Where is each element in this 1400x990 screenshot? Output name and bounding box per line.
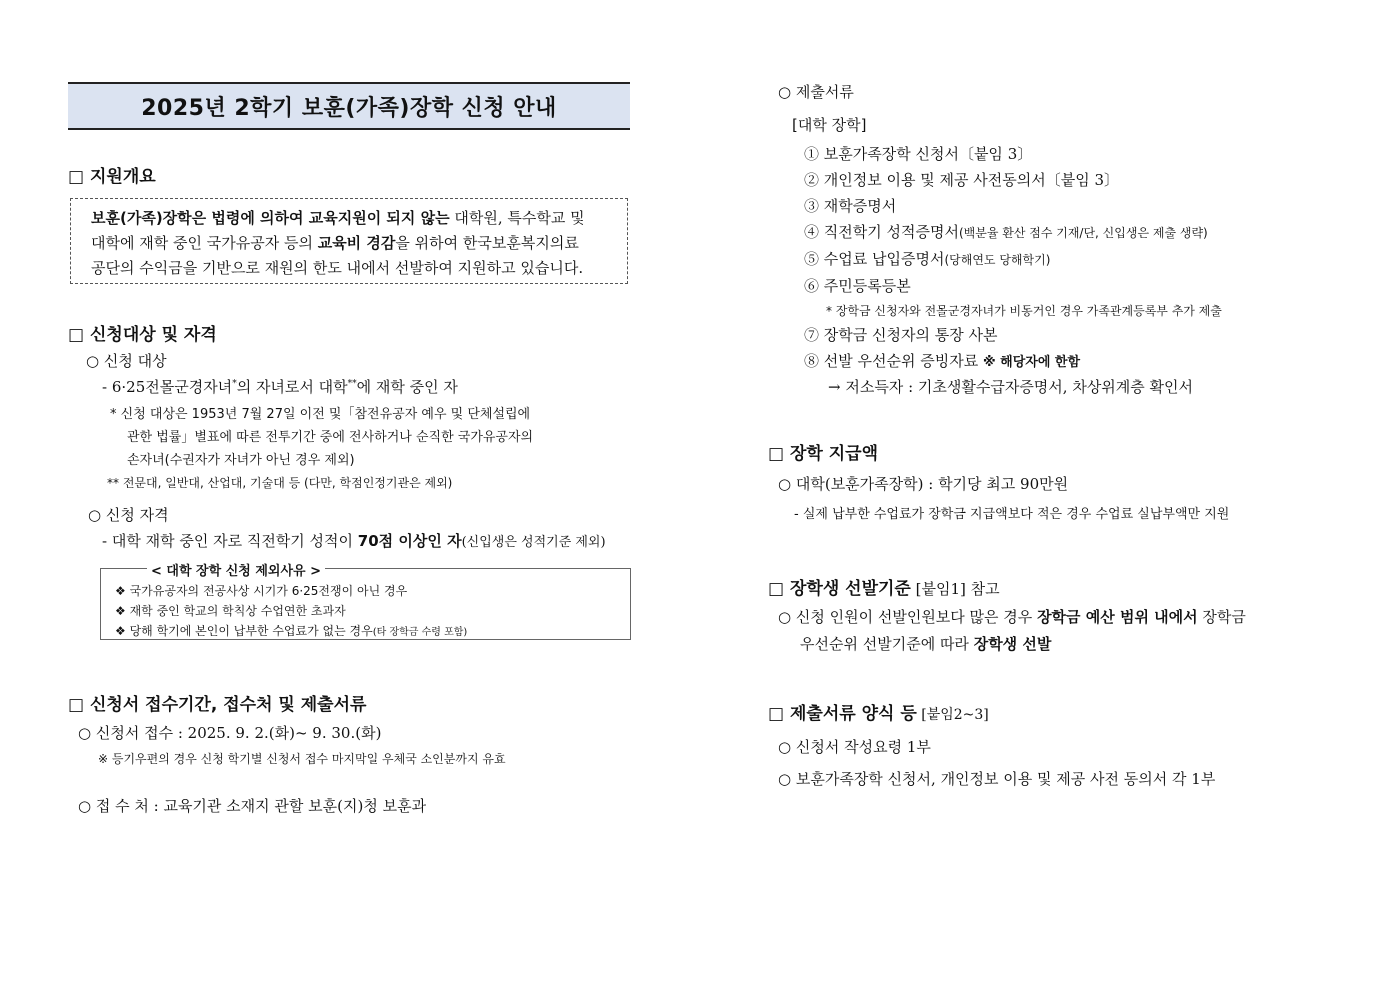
period-heading: □ 신청서 접수기간, 접수처 및 제출서류 [68,695,367,715]
note-1-line-1: * 신청 대상은 1953년 7월 27일 이전 및「참전유공자 예우 및 단체설립에 [110,407,531,422]
target-label: ○ 신청 대상 [86,352,167,370]
overview-line-1-bold: 보훈(가족)장학은 법령에 의하여 교육지원이 되지 않는 [91,209,450,227]
overview-line-2-b: 을 위하여 한국보훈복지의료 [395,234,579,252]
note-1-line-2: 관한 법률」별표에 따른 전투기간 중에 전사하거나 순직한 국가유공자의 [127,430,534,445]
target-item-a: - 6·25전몰군경자녀 [102,378,233,396]
qualification-item-b: (신입생은 성적기준 제외) [461,535,606,550]
low-income-docs: → 저소득자 : 기초생활수급자증명서, 차상위계층 확인서 [828,378,1194,396]
document-item-6: ⑥ 주민등록등본 [804,277,911,295]
page-title: 2025년 2학기 보훈(가족)장학 신청 안내 [141,95,557,121]
amount-note: - 실제 납부한 수업료가 장학금 지급액보다 적은 경우 수업료 실납부액만 지원 [794,507,1230,522]
criteria-line-1 [778,606,1246,627]
note-2: ** 전문대, 일반대, 산업대, 기술대 등 (다만, 학점인정기관은 제외) [107,476,453,490]
target-item-b: 의 자녀로서 대학 [236,378,348,396]
qualification-item-bold: 70점 이상인 자 [357,532,462,550]
exclusion-item-3-small: (타 장학금 수령 포함) [372,627,468,638]
exclusion-box [100,564,631,640]
overview-line-2-bold: 교육비 경감 [317,234,396,252]
criteria-line-1-b: 장학금 [1197,608,1246,626]
qualification-label: ○ 신청 자격 [88,506,169,524]
note-1-line-3: 손자녀(수권자가 자녀가 아닌 경우 제외) [127,453,355,468]
target-sup-1: * [232,379,237,389]
criteria-heading-ref: [붙임1] 참고 [910,580,1000,598]
document-item-2: ② 개인정보 이용 및 제공 사전동의서〔붙임 3〕 [804,171,1119,189]
target-item [102,376,458,397]
criteria-line-1-a: ○ 신청 인원이 선발인원보다 많은 경우 [778,608,1038,626]
document-item-4-text: ④ 직전학기 성적증명서 [804,223,959,241]
page-title-box [68,82,630,130]
overview-line-1 [91,207,585,228]
document-item-8-bold: ※ 해당자에 한함 [982,355,1081,370]
amount-heading: □ 장학 지급액 [768,444,879,464]
exclusion-item-3 [115,622,467,639]
document-item-1: ① 보훈가족장학 신청서〔붙임 3〕 [804,145,1033,163]
amount-line: ○ 대학(보훈가족장학) : 학기당 최고 90만원 [778,475,1069,493]
document-item-8-text: ⑧ 선발 우선순위 증빙자료 [804,352,983,370]
overview-box [70,198,628,284]
forms-heading [768,699,989,724]
criteria-heading-text: □ 장학생 선발기준 [768,579,911,599]
document-item-4 [804,221,1208,242]
receipt-period: ○ 신청서 접수 : 2025. 9. 2.(화)~ 9. 30.(화) [78,724,382,742]
exclusion-item-2: ❖ 재학 중인 학교의 학칙상 수업연한 초과자 [115,604,346,618]
criteria-line-2-bold: 장학생 선발 [973,635,1052,653]
exclusion-item-1: ❖ 국가유공자의 전공사상 시기가 6·25전쟁이 아닌 경우 [115,584,408,598]
qualification-item-a: - 대학 재학 중인 자로 직전학기 성적이 [102,532,358,550]
forms-heading-ref: [붙임2~3] [916,707,989,723]
overview-line-2-a: 대학에 재학 중인 국가유공자 등의 [91,234,318,252]
forms-heading-text: □ 제출서류 양식 등 [768,704,917,724]
document-item-5-small: (당해연도 당해학기) [944,253,1051,267]
qualification-item [102,530,606,551]
document-item-6-note: * 장학금 신청자와 전몰군경자녀가 비동거인 경우 가족관계등록부 추가 제출 [826,304,1222,318]
criteria-line-2-a: 우선순위 선발기준에 따라 [800,635,974,653]
exclusion-title: < 대학 장학 신청 제외사유 > [147,560,325,579]
document-item-4-small: (백분율 환산 점수 기재/단, 신입생은 제출 생략) [958,226,1208,240]
document-item-7: ⑦ 장학금 신청자의 통장 사본 [804,326,998,344]
document-item-5-text: ⑤ 수업료 납입증명서 [804,250,945,268]
forms-item-2: ○ 보훈가족장학 신청서, 개인정보 이용 및 제공 사전 동의서 각 1부 [778,770,1216,788]
criteria-heading [768,574,1000,599]
documents-label: ○ 제출서류 [778,83,854,101]
overview-heading: □ 지원개요 [68,167,156,187]
eligibility-heading: □ 신청대상 및 자격 [68,325,217,345]
target-sup-2: ** [347,379,357,389]
overview-line-1-rest: 대학원, 특수학교 및 [449,209,585,227]
exclusion-item-3-text: ❖ 당해 학기에 본인이 납부한 수업료가 없는 경우 [115,624,373,638]
document-item-5 [804,248,1050,269]
target-item-c: 에 재학 중인 자 [356,378,458,396]
criteria-line-2 [800,633,1051,654]
document-item-3: ③ 재학증명서 [804,197,897,215]
overview-line-2 [91,232,579,253]
forms-item-1: ○ 신청서 작성요령 1부 [778,738,931,756]
receipt-note: ※ 등기우편의 경우 신청 학기별 신청서 접수 마지막일 우체국 소인분까지 유효 [98,752,506,766]
documents-sub: [대학 장학] [792,116,867,134]
receipt-place: ○ 접 수 처 : 교육기관 소재지 관할 보훈(지)청 보훈과 [78,797,427,815]
criteria-line-1-bold: 장학금 예산 범위 내에서 [1037,608,1198,626]
document-item-8 [804,350,1080,371]
overview-line-3: 공단의 수익금을 기반으로 재원의 한도 내에서 선발하여 지원하고 있습니다. [91,259,584,277]
